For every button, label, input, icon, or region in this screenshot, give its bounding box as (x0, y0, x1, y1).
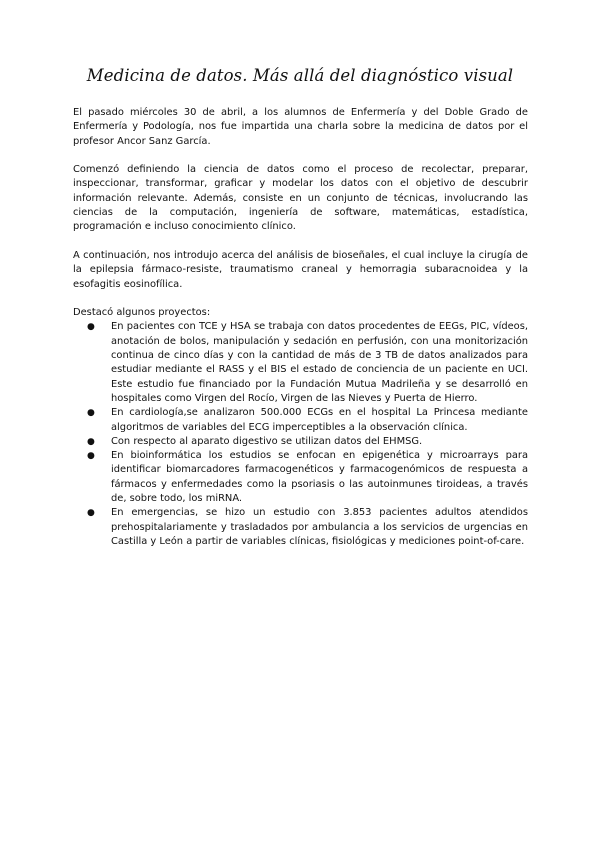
projects-list (73, 320, 528, 549)
list-item-text: Con respecto al aparato digestivo se utilizan datos del EHMSG. (111, 435, 423, 447)
list-item (73, 449, 528, 506)
list-item-text: En cardiología,se analizaron 500.000 ECGs en el hospital La Princesa mediante algoritmos de variables del ECG imperceptibles a la observación clínica. (111, 407, 528, 433)
document-title: Medicina de datos. Más allá del diagnóstico visual (86, 66, 514, 85)
paragraph-intro: El pasado miércoles 30 de abril, a los alumnos de Enfermería y del Doble Grado de Enfermería y Podología, nos fue impartida una charla sobre la medicina de datos por el profesor Ancor Sanz García. (73, 107, 528, 147)
list-item-text: En pacientes con TCE y HSA se trabaja con datos procedentes de EEGs, PIC, vídeos, anotación de bolos, manipulación y sedación en perfusión, con una monitorización continua de cinco días y con la cantidad de más de 3 TB de datos analizados para estudiar mediante el RASS y el BIS el estado de conciencia de un paciente en UCI. Este estudio fue financiado por la Fundación Mutua Madrileña y se desarrolló en hospitales como Virgen del Rocío, Virgen de las Nieves y Puerta de Hierro. (111, 321, 528, 404)
list-item (73, 406, 528, 435)
list-item (73, 506, 528, 549)
bullet-icon: ● (87, 436, 95, 447)
projects-intro: Destacó algunos proyectos: (73, 307, 211, 319)
list-item-text: En emergencias, se hizo un estudio con 3.853 pacientes adultos atendidos prehospitalariamente y trasladados por ambulancia a los servicios de urgencias en Castilla y León a partir de variables clínicas, fisiológicas y mediciones point-of-care. (111, 507, 528, 547)
paragraph-biosignals: A continuación, nos introdujo acerca del análisis de bioseñales, el cual incluye la cirugía de la epilepsia fármaco-resiste, traumatismo craneal y hemorragia subaracnoidea y la esofagitis eosinofílica. (73, 249, 528, 290)
paragraph-data-science: Comenzó definiendo la ciencia de datos como el proceso de recolectar, preparar, inspeccionar, transformar, graficar y modelar los datos con el objetivo de descubrir información relevante. Además, consiste en un conjunto de técnicas, involucrando las ciencias de la computación, ingeniería de software, matemáticas, estadística, programación e incluso conocimiento clínico. (73, 164, 528, 233)
list-item (73, 435, 528, 449)
bullet-icon: ● (87, 322, 95, 333)
list-item (73, 320, 528, 406)
bullet-icon: ● (87, 451, 95, 462)
list-item-text: En bioinformática los estudios se enfocan en epigenética y microarrays para identificar biomarcadores farmacogenéticos y farmacogenómicos de respuesta a fármacos y enfermedades como la psoriasis o las autoinmunes tiroideas, a través de, sobre todo, los miRNA. (111, 450, 528, 505)
bullet-icon: ● (87, 408, 95, 419)
bullet-icon: ● (87, 508, 95, 519)
document-body (73, 106, 528, 549)
